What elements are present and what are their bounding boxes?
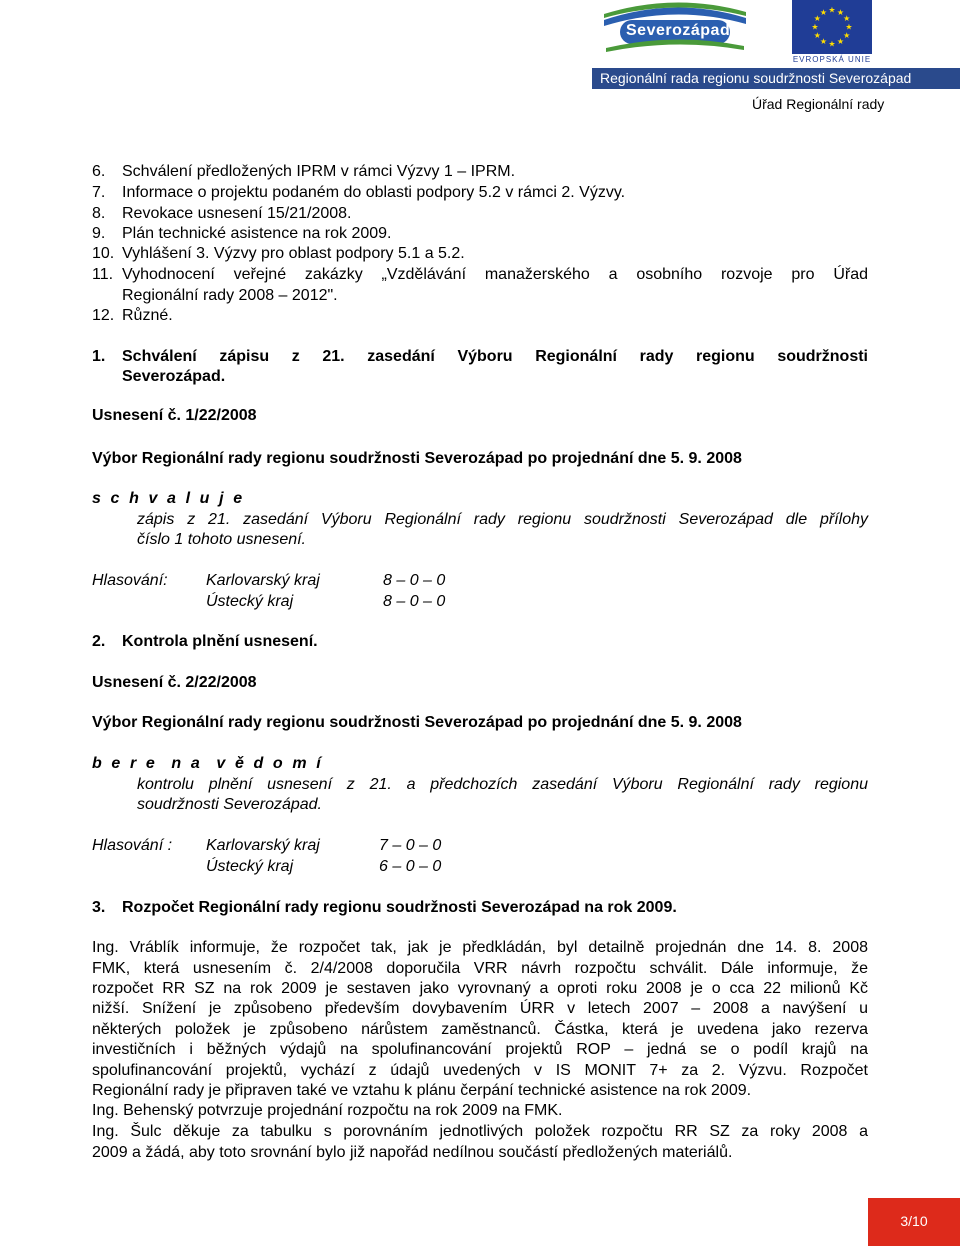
severozapad-logo — [600, 2, 750, 56]
paragraph-line: investičních i běžných výdajů na spolufinancování projektů ROP – jedná se o podíl krajů na — [92, 1041, 868, 1058]
eu-star-icon: ★ — [819, 37, 828, 47]
header-org-line: Regionální rada regionu soudržnosti Severozápad — [600, 70, 912, 86]
paragraph-line: spolufinancování projektů, vychází z údajů uvedených v IS MONIT 7+ za 2. Výzvu. Rozpočet — [92, 1062, 868, 1079]
agenda-item: 10. Vyhlášení 3. Výzvy pro oblast podpory 5.1 a 5.2. — [92, 245, 465, 262]
vote-region: Karlovarský kraj — [206, 837, 320, 854]
eu-star-icon: ★ — [845, 22, 853, 32]
paragraph-line: nižší. Snížení je způsobeno především dovybavením ÚRR v letech 2007 – 2008 a navýšení u — [92, 1000, 868, 1017]
resolution-body-2: kontrolu plnění usnesení z 21. a předchozích zasedání Výboru Regionální rady regionu — [137, 776, 868, 793]
logo-name: Severozápad — [626, 22, 731, 39]
eu-star-icon: ★ — [828, 39, 836, 49]
resolution-verb-2: b e r e n a v ě d o m í — [92, 755, 324, 772]
section-3-number: 3. — [92, 899, 106, 916]
section-1-heading-cont: Severozápad. — [122, 368, 226, 385]
header-office-line: Úřad Regionální rady — [752, 96, 885, 112]
vote-result: 6 – 0 – 0 — [379, 858, 442, 875]
eu-star-icon: ★ — [811, 22, 819, 32]
agenda-item: 7. Informace o projektu podaném do oblasti podpory 5.2 v rámci 2. Výzvy. — [92, 184, 626, 201]
vote-result: 8 – 0 – 0 — [383, 572, 446, 589]
paragraph-line: Ing. Behenský potvrzuje projednání rozpočtu na rok 2009 na FMK. — [92, 1102, 563, 1119]
paragraph-line: Ing. Vráblík informuje, že rozpočet tak, jak je předkládán, byl detailně projednán dne 14. 8. 2008 — [92, 939, 868, 956]
eu-star-icon: ★ — [819, 7, 828, 17]
header-band — [592, 68, 960, 89]
eu-star-icon: ★ — [828, 5, 836, 15]
section-2-heading: Kontrola plnění usnesení. — [122, 633, 318, 650]
resolution-label: Usnesení č. — [92, 407, 181, 424]
agenda-item-cont: Regionální rady 2008 – 2012". — [122, 287, 338, 304]
eu-star-icon: ★ — [843, 31, 851, 40]
section-1-heading: Schválení zápisu z 21. zasedání Výboru Regionální rady regionu soudržnosti — [122, 348, 868, 365]
eu-flag-icon — [792, 0, 872, 54]
agenda-item: 12. Různé. — [92, 307, 173, 324]
vote-label-1: Hlasování: — [92, 572, 168, 589]
paragraph-line: rozpočet RR SZ na rok 2009 je sestaven jako vyrovnaný a oproti roku 2008 je o cca 22 milionů Kč — [92, 980, 868, 997]
section-3-heading: Rozpočet Regionální rady regionu soudržnosti Severozápad na rok 2009. — [122, 899, 677, 916]
resolution-body-2-cont: soudržnosti Severozápad. — [137, 796, 322, 813]
resolution-body-1: zápis z 21. zasedání Výboru Regionální rady regionu soudržnosti Severozápad dle přílohy — [137, 511, 868, 528]
page-number: 3/10 — [900, 1213, 928, 1229]
vote-label-2: Hlasování : — [92, 837, 173, 854]
paragraph-line: Regionální rady je připraven také ve vztahu k plánu čerpání technické asistence na rok 2009. — [92, 1082, 752, 1099]
vote-region: Ústecký kraj — [206, 593, 294, 610]
paragraph-line: FMK, která usnesením č. 2/4/2008 doporučila VRR návrh rozpočtu schválit. Dále informuje, že — [92, 960, 868, 977]
agenda-item: 9. Plán technické asistence na rok 2009. — [92, 225, 392, 242]
eu-star-icon: ★ — [836, 37, 845, 47]
resolution-id: 1/22/2008 — [185, 407, 257, 424]
agenda-item: 11. — [92, 266, 114, 283]
resolution-id: 2/22/2008 — [185, 674, 257, 691]
eu-emblem — [792, 0, 872, 66]
agenda-item: 6. Schválení předložených IPRM v rámci Výzvy 1 – IPRM. — [92, 163, 516, 180]
eu-star-icon: ★ — [843, 14, 851, 23]
vote-result: 7 – 0 – 0 — [379, 837, 442, 854]
agenda-item: 8. Revokace usnesení 15/21/2008. — [92, 205, 352, 222]
eu-star-icon: ★ — [813, 14, 821, 23]
section-2-number: 2. — [92, 633, 106, 650]
section-1-number: 1. — [92, 348, 106, 365]
resolution-label: Usnesení č. — [92, 674, 181, 691]
agenda-item-text: Vyhodnocení veřejné zakázky „Vzdělávání manažerského a osobního rozvoje pro Úřad — [122, 266, 868, 283]
committee-line-2: Výbor Regionální rady regionu soudržnosti Severozápad po projednání dne 5. 9. 2008 — [92, 714, 742, 731]
eu-star-icon: ★ — [836, 7, 845, 17]
vote-region: Karlovarský kraj — [206, 572, 320, 589]
resolution-1 — [92, 406, 257, 426]
resolution-2 — [92, 673, 257, 693]
resolution-body-1-cont: číslo 1 tohoto usnesení. — [137, 531, 306, 548]
paragraph-line: některých položek je způsobeno nárůstem zaměstnanců. Částka, která je uvedena jako rezerva — [92, 1021, 868, 1038]
vote-region: Ústecký kraj — [206, 858, 294, 875]
page-number-badge — [868, 1198, 960, 1246]
resolution-verb-1: s c h v a l u j e — [92, 490, 245, 507]
committee-line-1: Výbor Regionální rady regionu soudržnosti Severozápad po projednání dne 5. 9. 2008 — [92, 450, 742, 467]
vote-result: 8 – 0 – 0 — [383, 593, 446, 610]
paragraph-line: Ing. Šulc děkuje za tabulku s porovnáním jednotlivých položek rozpočtu RR SZ za roky 2008 a — [92, 1123, 868, 1140]
eu-stars-icon — [792, 0, 872, 54]
paragraph-line: 2009 a žádá, aby toto srovnání bylo již napořád nedílnou součástí předložených materiálů. — [92, 1144, 733, 1161]
eu-star-icon: ★ — [813, 31, 821, 40]
eu-label: EVROPSKÁ UNIE — [792, 55, 872, 64]
